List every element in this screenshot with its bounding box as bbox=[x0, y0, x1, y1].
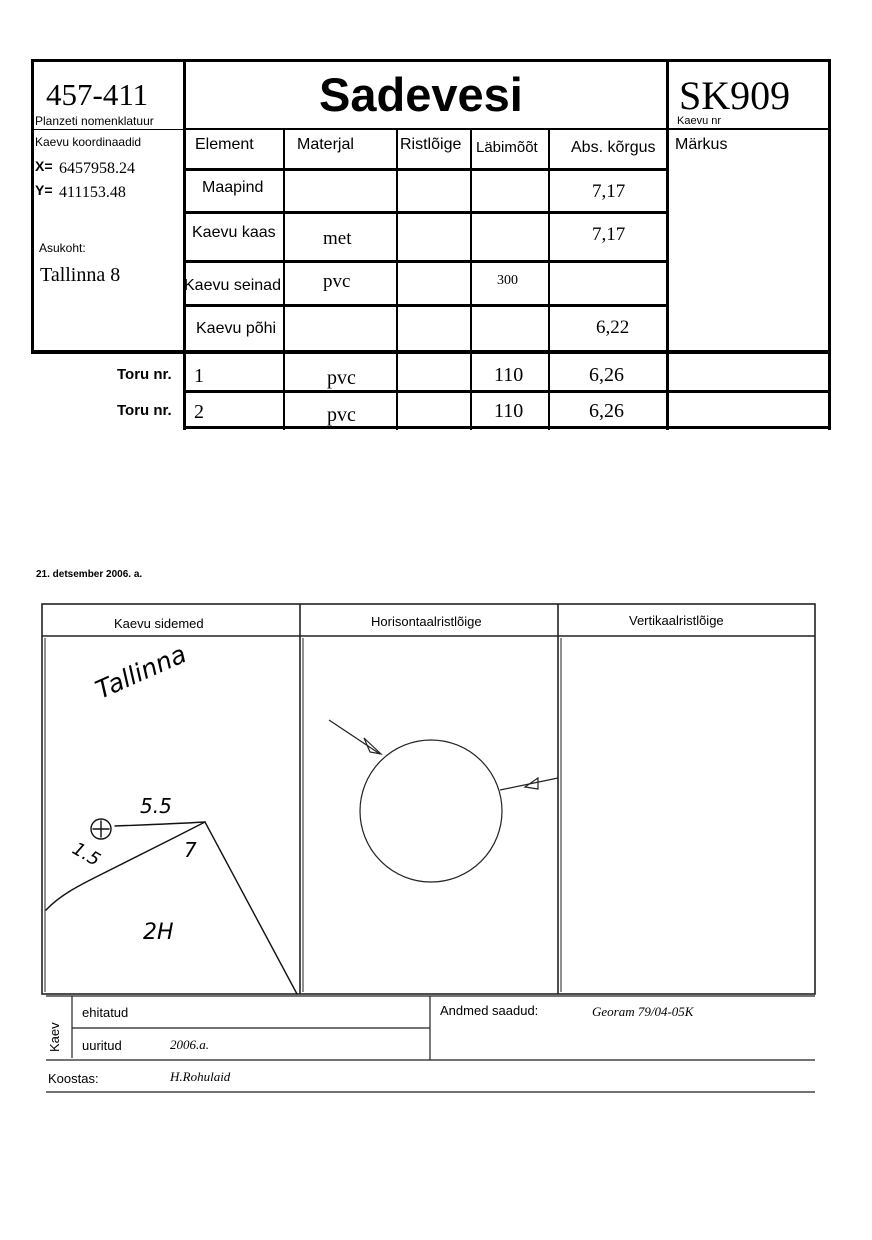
col-header-notes: Märkus bbox=[675, 136, 728, 153]
cross-section-drawing bbox=[329, 720, 558, 882]
author-value: H.Rohulaid bbox=[170, 1069, 231, 1084]
handwritten-side: 7 bbox=[184, 838, 197, 862]
pipe-diameter: 110 bbox=[494, 364, 524, 386]
pipe-material: pvc bbox=[327, 367, 356, 389]
location-value: Tallinna 8 bbox=[40, 264, 121, 286]
handwritten-distance-left: 1.5 bbox=[68, 838, 104, 871]
panel-header-vertical: Vertikaalristlõige bbox=[629, 613, 724, 628]
row-element: Kaevu põhi bbox=[196, 320, 277, 337]
built-label: ehitatud bbox=[82, 1005, 129, 1020]
document-date: 21. detsember 2006. a. bbox=[36, 569, 143, 580]
pipe-label: Toru nr. bbox=[117, 402, 172, 419]
col-header-material: Materjal bbox=[297, 136, 354, 153]
row-material: met bbox=[323, 228, 352, 249]
surveyed-value: 2006.a. bbox=[170, 1037, 209, 1052]
well-id: SK909 bbox=[679, 73, 791, 118]
y-value: 411153.48 bbox=[59, 184, 126, 201]
pipe-diameter: 110 bbox=[494, 400, 524, 422]
footer-side-label: Kaev bbox=[47, 1022, 62, 1052]
row-height: 7,17 bbox=[592, 224, 626, 245]
coord-caption: Kaevu koordinaadid bbox=[35, 135, 142, 149]
panel-header-connections: Kaevu sidemed bbox=[114, 616, 204, 631]
col-header-height: Abs. kõrgus bbox=[571, 139, 656, 156]
pipe-height: 6,26 bbox=[589, 364, 624, 386]
plan-number: 457-411 bbox=[46, 77, 149, 112]
row-height: 6,22 bbox=[596, 317, 630, 338]
row-height: 7,17 bbox=[592, 181, 626, 202]
plan-caption: Planzeti nomenklatuur bbox=[35, 114, 154, 128]
pipe-label: Toru nr. bbox=[117, 366, 172, 383]
page-title: Sadevesi bbox=[319, 68, 523, 121]
data-source-value: Georam 79/04-05K bbox=[592, 1004, 694, 1019]
well-caption: Kaevu nr bbox=[677, 115, 722, 127]
panel-header-horizontal: Horisontaalristlõige bbox=[371, 614, 482, 629]
row-diameter: 300 bbox=[497, 273, 518, 288]
row-material: pvc bbox=[323, 271, 351, 292]
data-source-label: Andmed saadud: bbox=[440, 1003, 539, 1018]
handwritten-street: Tallinna bbox=[91, 639, 191, 705]
row-element: Maapind bbox=[202, 179, 264, 196]
pipe-number: 2 bbox=[194, 401, 204, 423]
row-element: Kaevu kaas bbox=[192, 224, 276, 241]
handwritten-house: 2H bbox=[143, 920, 174, 945]
handwritten-distance-top: 5.5 bbox=[140, 794, 172, 818]
x-label: X= bbox=[35, 158, 53, 174]
x-value: 6457958.24 bbox=[59, 160, 135, 177]
author-label: Koostas: bbox=[48, 1071, 99, 1086]
y-label: Y= bbox=[35, 182, 53, 198]
pipe-number: 1 bbox=[194, 365, 204, 387]
col-header-element: Element bbox=[195, 136, 254, 153]
location-caption: Asukoht: bbox=[39, 241, 86, 255]
row-element: Kaevu seinad bbox=[184, 277, 281, 294]
surveyed-label: uuritud bbox=[82, 1038, 122, 1053]
col-header-diameter: Läbimõõt bbox=[476, 139, 538, 156]
pipe-height: 6,26 bbox=[589, 400, 624, 422]
col-header-cross: Ristlõige bbox=[400, 136, 462, 153]
pipe-material: pvc bbox=[327, 404, 356, 426]
